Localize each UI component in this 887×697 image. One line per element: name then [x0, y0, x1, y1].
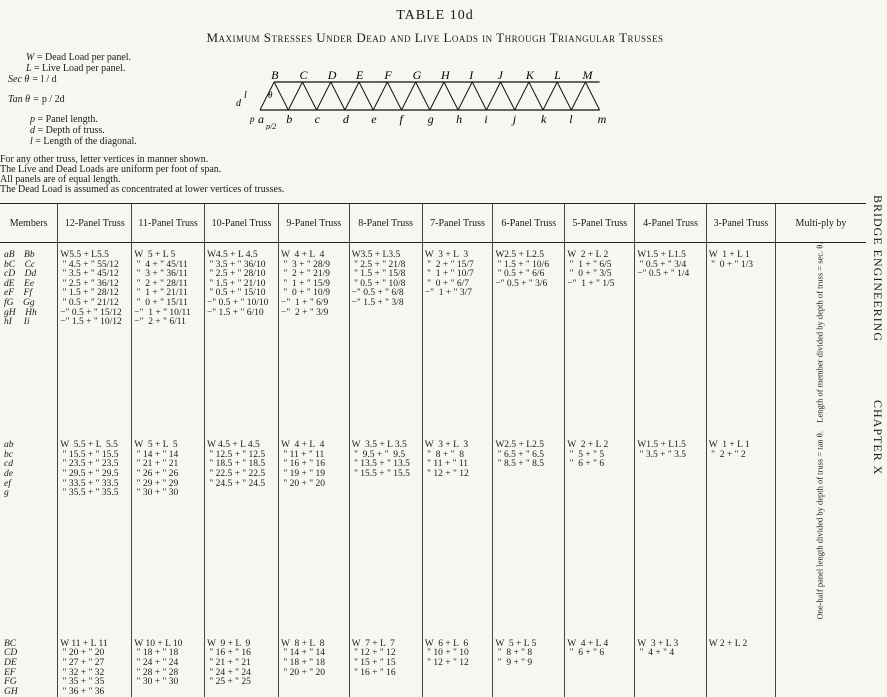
members-cell: ab bc cd de ef g: [4, 440, 14, 499]
truss-diagonal: [472, 82, 486, 110]
vertex-label-top: B: [271, 68, 279, 82]
table-title: TABLE 10d: [396, 8, 474, 23]
definitions: [8, 52, 137, 147]
truss-diagonal: [331, 82, 345, 110]
stress-cell: W 4 + L 4 " 3 + " 28/9 " 2 + " 21/9 " 1 + " 15/9 " 0 + " 10/9 −" 1 + " 6/9 −" 2 + " 3/9: [279, 243, 350, 432]
member-group-row: [0, 431, 866, 630]
notes: [0, 155, 284, 195]
definition-text: = Live Load per panel.: [33, 63, 126, 74]
definition-symbol: Sec θ =: [8, 74, 42, 85]
stress-cell: W 9 + L 9 " 16 + " 16 " 21 + " 21 " 24 + " 24 " 25 + " 25: [204, 630, 278, 697]
definition-row: [8, 114, 137, 125]
vertex-label-top: L: [554, 68, 561, 82]
stress-cell: W1.5 + L1.5 " 3.5 + " 3.5: [635, 431, 706, 630]
vertex-label-bottom: c: [314, 112, 320, 126]
column-header: 7-Panel Truss: [422, 204, 493, 243]
stress-cell: W 3.5 + L 3.5 " 9.5 + " 9.5 " 13.5 + " 13.5 " 15.5 + " 15.5: [349, 431, 422, 630]
column-header: 12-Panel Truss: [58, 204, 132, 243]
truss-diagonal: [444, 82, 458, 110]
column-header: 11-Panel Truss: [132, 204, 205, 243]
truss-diagonal: [571, 82, 585, 110]
column-header: 10-Panel Truss: [204, 204, 278, 243]
vertex-label-bottom: i: [484, 112, 488, 126]
multiplier-cell: Length of member divided by depth of truss = sec. θ.: [775, 243, 866, 432]
truss-diagonal: [373, 82, 387, 110]
stress-cell: W 5 + L 5 " 8 + " 8 " 9 + " 9: [493, 630, 565, 697]
vertex-label-top: K: [525, 68, 534, 82]
dimension-label-d: d: [236, 98, 241, 109]
dimension-label-theta: θ: [268, 90, 273, 100]
truss-diagonal: [458, 82, 472, 110]
vertex-label-bottom: a: [258, 112, 264, 126]
truss-diagonal: [430, 82, 444, 110]
stress-cell: W 11 + L 11 " 20 + " 20 " 27 + " 27 " 32 + " 32 " 35 + " 35 " 36 + " 36: [58, 630, 132, 697]
stress-cell: W 2 + L 2 " 5 + " 5 " 6 + " 6: [565, 431, 635, 630]
vertex-label-top: D: [327, 68, 337, 82]
vertex-label-bottom: f: [399, 112, 403, 126]
definition-text: = Dead Load per panel.: [36, 52, 132, 63]
stress-cell: W 8 + L 8 " 14 + " 14 " 18 + " 18 " 20 + " 20: [279, 630, 350, 697]
column-header: 5-Panel Truss: [565, 204, 635, 243]
definition-row: [8, 52, 137, 63]
truss-diagonal: [501, 82, 515, 110]
definition-text: = Length of the diagonal.: [35, 136, 137, 147]
truss-diagonal: [317, 82, 331, 110]
stress-cell: W 5 + L 5 " 4 + " 45/11 " 3 + " 36/11 " 2 + " 28/11 " 1 + " 21/11 " 0 + " 15/11 −" 1 + " 10/11 −" 2 + " 6/11: [132, 243, 205, 432]
members-cell: BC CD DE EF FG GH: [4, 638, 18, 697]
vertex-label-bottom: k: [541, 112, 547, 126]
running-head-right: CHAPTER X: [871, 400, 885, 476]
definition-symbol: L: [26, 63, 34, 74]
definition-symbol: W: [26, 52, 37, 63]
column-header: Members: [0, 204, 58, 243]
truss-diagonal: [543, 82, 557, 110]
stress-cell: W 1 + L 1 " 0 + " 1/3: [706, 243, 775, 432]
truss-diagonal: [387, 82, 401, 110]
stress-cell: W 4 + L 4 " 6 + " 6: [565, 630, 635, 697]
truss-diagonal: [402, 82, 416, 110]
stress-cell: W 10 + L 10 " 18 + " 18 " 24 + " 24 " 28 + " 28 " 30 + " 30: [132, 630, 205, 697]
truss-diagonal: [416, 82, 430, 110]
stress-cell: W5.5 + L5.5 " 4.5 + " 55/12 " 3.5 + " 45/12 " 2.5 + " 36/12 " 1.5 + " 28/12 " 0.5 + " 21/12 −" 0.5 + " 15/12 −" 1.5 + " 10/12: [58, 243, 132, 432]
stress-cell: W2.5 + L2.5 " 1.5 + " 10/6 " 0.5 + " 6/6 −" 0.5 + " 3/6: [493, 243, 565, 432]
stress-cell: W2.5 + L2.5 " 6.5 + " 6.5 " 8.5 + " 8.5: [493, 431, 565, 630]
column-header: 9-Panel Truss: [279, 204, 350, 243]
vertex-label-top: M: [582, 68, 593, 82]
vertex-label-top: C: [299, 68, 308, 82]
vertex-label-top: H: [440, 68, 450, 82]
multiplier-cell: [775, 630, 866, 697]
definition-row: [8, 74, 137, 85]
stress-cell: W 2 + L 2 " 1 + " 6/5 " 0 + " 3/5 −" 1 + " 1/5: [565, 243, 635, 432]
truss-diagonal: [557, 82, 571, 110]
definition-row: [8, 136, 137, 147]
truss-diagonal: [288, 82, 302, 110]
definition-row: [8, 94, 137, 105]
column-header: Multi-ply by: [775, 204, 866, 243]
vertex-label-bottom: g: [427, 112, 434, 126]
vertex-label-bottom: b: [286, 112, 293, 126]
truss-diagonal: [515, 82, 529, 110]
truss-diagram: [230, 68, 620, 130]
running-head-left: BRIDGE ENGINEERING: [871, 195, 885, 342]
stress-table: [0, 203, 866, 697]
definition-symbol: p: [30, 114, 38, 125]
truss-diagonal: [529, 82, 543, 110]
definition-text: p / 2d: [41, 94, 65, 105]
stress-cell: W 3 + L 3 " 4 + " 4: [635, 630, 706, 697]
dimension-label-p: p: [250, 114, 255, 124]
stress-cell: W 6 + L 6 " 10 + " 10 " 12 + " 12: [422, 630, 493, 697]
column-header: 3-Panel Truss: [706, 204, 775, 243]
vertex-label-top: G: [412, 68, 422, 82]
stress-cell: W 4.5 + L 4.5 " 12.5 + " 12.5 " 18.5 + " 18.5 " 22.5 + " 22.5 " 24.5 + " 24.5: [204, 431, 278, 630]
truss-diagonal: [486, 82, 500, 110]
column-header: 8-Panel Truss: [349, 204, 422, 243]
truss-diagonal: [345, 82, 359, 110]
definition-row: [8, 125, 137, 136]
vertex-label-top: J: [497, 68, 503, 82]
member-group-row: [0, 630, 866, 697]
truss-diagonal: [274, 82, 288, 110]
truss-diagonal: [585, 82, 599, 110]
dimension-label-half-p: p/2: [266, 122, 277, 130]
stress-cell: W 2 + L 2: [706, 630, 775, 697]
truss-diagonal: [359, 82, 373, 110]
column-header: 4-Panel Truss: [635, 204, 706, 243]
members-cell: aB Bb bC Cc cD Dd dE Ee eF Ff fG Gg gH Hh hI Ii: [4, 250, 37, 328]
note-line: The Dead Load is assumed as concentrated at lower vertices of trusses.: [0, 184, 285, 195]
definition-symbol: Tan θ =: [8, 94, 42, 105]
definition-row: [8, 63, 137, 74]
member-group-row: [0, 243, 866, 432]
stress-cell: W4.5 + L 4.5 " 3.5 + " 36/10 " 2.5 + " 28/10 " 1.5 + " 21/10 " 0.5 + " 15/10 −" 0.5 + " 10/10 −" 1.5 + " 6/10: [204, 243, 278, 432]
definition-text: = Depth of truss.: [37, 125, 105, 136]
vertex-label-bottom: h: [456, 112, 463, 126]
note-line: All panels are of equal length.: [0, 174, 121, 185]
stress-cell: W3.5 + L3.5 " 2.5 + " 21/8 " 1.5 + " 15/8 " 0.5 + " 10/8 −" 0.5 + " 6/8 −" 1.5 + " 3/8: [349, 243, 422, 432]
definition-symbol: d: [30, 125, 38, 136]
definition-text: = Panel length.: [37, 114, 98, 125]
stress-cell: W 5 + L 5 " 14 + " 14 " 21 + " 21 " 26 + " 26 " 29 + " 29 " 30 + " 30: [132, 431, 205, 630]
vertex-label-top: F: [384, 68, 392, 82]
stress-cell: W 5.5 + L 5.5 " 15.5 + " 15.5 " 23.5 + " 23.5 " 29.5 + " 29.5 " 33.5 + " 33.5 " 35.5 + " 35.5: [58, 431, 132, 630]
stress-cell: W 3 + L 3 " 2 + " 15/7 " 1 + " 10/7 " 0 + " 6/7 −" 1 + " 3/7: [422, 243, 493, 432]
definition-symbol: l: [30, 136, 36, 147]
note-line: The Live and Dead Loads are uniform per foot of span.: [0, 164, 222, 175]
stress-cell: W 3 + L 3 " 8 + " 8 " 11 + " 11 " 12 + " 12: [422, 431, 493, 630]
vertex-label-bottom: m: [597, 112, 607, 126]
definition-text: l / d: [41, 74, 57, 85]
table-subtitle: Maximum Stresses Under Dead and Live Loads in Through Triangular Trusses: [206, 30, 664, 45]
column-header: 6-Panel Truss: [493, 204, 565, 243]
multiplier-cell: One-half panel length divided by depth of truss = tan θ.: [775, 431, 866, 630]
vertex-label-top: E: [356, 68, 364, 82]
stress-cell: W 1 + L 1 " 2 + " 2: [706, 431, 775, 630]
stress-cell: W1.5 + L1.5 " 0.5 + " 3/4 −" 0.5 + " 1/4: [635, 243, 706, 432]
vertex-label-bottom: j: [512, 112, 517, 126]
stress-cell: W 4 + L 4 " 11 + " 11 " 16 + " 16 " 19 + " 19 " 20 + " 20: [279, 431, 350, 630]
dimension-label-l: l: [244, 90, 247, 101]
vertex-label-bottom: d: [342, 112, 349, 126]
truss-diagonal: [302, 82, 316, 110]
note-line: For any other truss, letter vertices in manner shown.: [0, 154, 209, 165]
stress-cell: W 7 + L 7 " 12 + " 12 " 15 + " 15 " 16 + " 16: [349, 630, 422, 697]
vertex-label-bottom: l: [569, 112, 573, 126]
vertex-label-bottom: e: [371, 112, 377, 126]
vertex-label-top: I: [469, 68, 474, 82]
